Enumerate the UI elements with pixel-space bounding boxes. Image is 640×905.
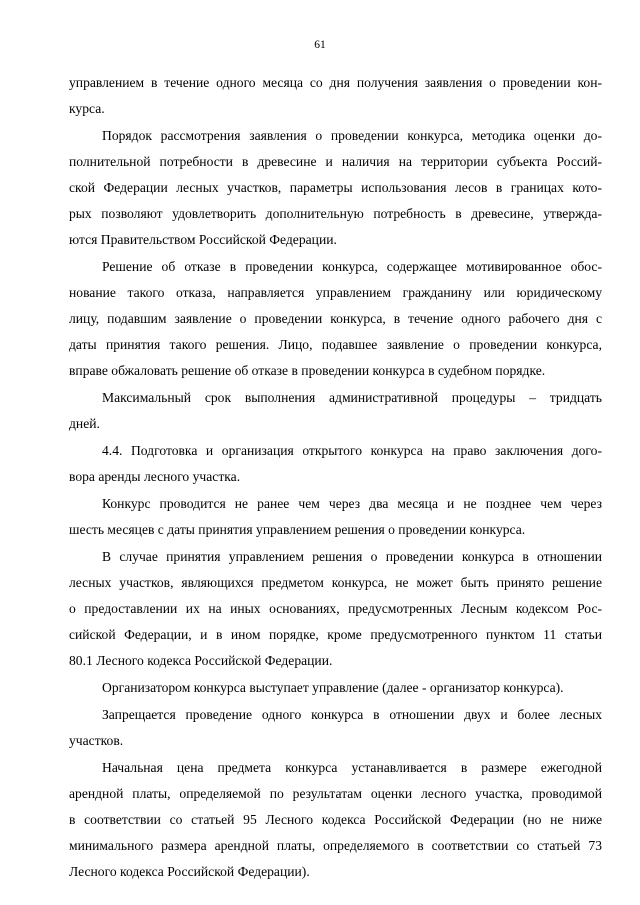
text-line: В случае принятия управлением решения о проведении конкурса в отношении xyxy=(102,549,602,564)
paragraph xyxy=(69,70,602,122)
text-line: сийской Федерации, и в ином порядке, кроме предусмотренного пунктом 11 статьи xyxy=(69,627,602,642)
text-line: рых позволяют удовлетворить дополнительную потребность в древесине, утвержда- xyxy=(69,206,602,221)
paragraph xyxy=(69,254,602,384)
text-line: управлением в течение одного месяца со дня получения заявления о проведении кон- xyxy=(69,75,602,90)
text-line: Начальная цена предмета конкурса устанавливается в размере ежегодной xyxy=(102,760,602,775)
text-line: 80.1 Лесного кодекса Российской Федерации. xyxy=(69,653,333,668)
text-line: ской Федерации лесных участков, параметры использования лесов в границах кото- xyxy=(69,180,602,195)
text-line: минимального размера арендной платы, определяемого в соответствии со статьей 73 xyxy=(69,838,602,853)
page-number: 61 xyxy=(314,39,326,51)
text-line: курса. xyxy=(69,101,105,116)
text-line: Конкурс проводится не ранее чем через два месяца и не позднее чем через xyxy=(102,496,602,511)
text-line: Максимальный срок выполнения административной процедуры – тридцать xyxy=(102,390,602,405)
text-line: нование такого отказа, направляется управлением гражданину или юридическому xyxy=(69,285,602,300)
text-line: шесть месяцев с даты принятия управлением решения о проведении конкурса. xyxy=(69,522,526,537)
text-line: Порядок рассмотрения заявления о проведении конкурса, методика оценки до- xyxy=(102,128,602,143)
text-line: 4.4. Подготовка и организация открытого конкурса на право заключения дого- xyxy=(102,443,602,458)
text-line: арендной платы, определяемой по результатам оценки лесного участка, проводимой xyxy=(69,786,602,801)
paragraph xyxy=(69,123,602,253)
text-line: вправе обжаловать решение об отказе в проведении конкурса в судебном порядке. xyxy=(69,363,546,378)
text-line: Запрещается проведение одного конкурса в отношении двух и более лесных xyxy=(102,707,602,722)
text-line: ются Правительством Российской Федерации. xyxy=(69,232,337,247)
paragraph xyxy=(69,702,602,754)
text-line: Решение об отказе в проведении конкурса, содержащее мотивированное обос- xyxy=(102,259,602,274)
paragraph xyxy=(69,438,602,490)
paragraph xyxy=(69,491,602,543)
text-line: участков. xyxy=(69,733,124,748)
text-line: Организатором конкурса выступает управление (далее - организатор конкурса). xyxy=(102,680,564,695)
paragraph xyxy=(69,675,602,701)
paragraph xyxy=(69,755,602,885)
paragraph xyxy=(69,544,602,674)
text-line: в соответствии со статьей 95 Лесного кодекса Российской Федерации (но не ниже xyxy=(69,812,602,827)
text-line: о предоставлении их на иных основаниях, предусмотренных Лесным кодексом Рос- xyxy=(69,601,602,616)
text-line: полнительной потребности в древесине и наличия на территории субъекта Россий- xyxy=(69,154,602,169)
body-text xyxy=(69,70,602,886)
text-line: даты принятия такого решения. Лицо, подавшее заявление о проведении конкурса, xyxy=(69,337,602,352)
text-line: Лесного кодекса Российской Федерации). xyxy=(69,864,310,879)
text-line: лицу, подавшим заявление о проведении конкурса, в течение одного рабочего дня с xyxy=(69,311,602,326)
paragraph xyxy=(69,385,602,437)
text-line: дней. xyxy=(69,416,100,431)
text-line: вора аренды лесного участка. xyxy=(69,469,241,484)
text-line: лесных участков, являющихся предметом конкурса, не может быть принято решение xyxy=(69,575,602,590)
